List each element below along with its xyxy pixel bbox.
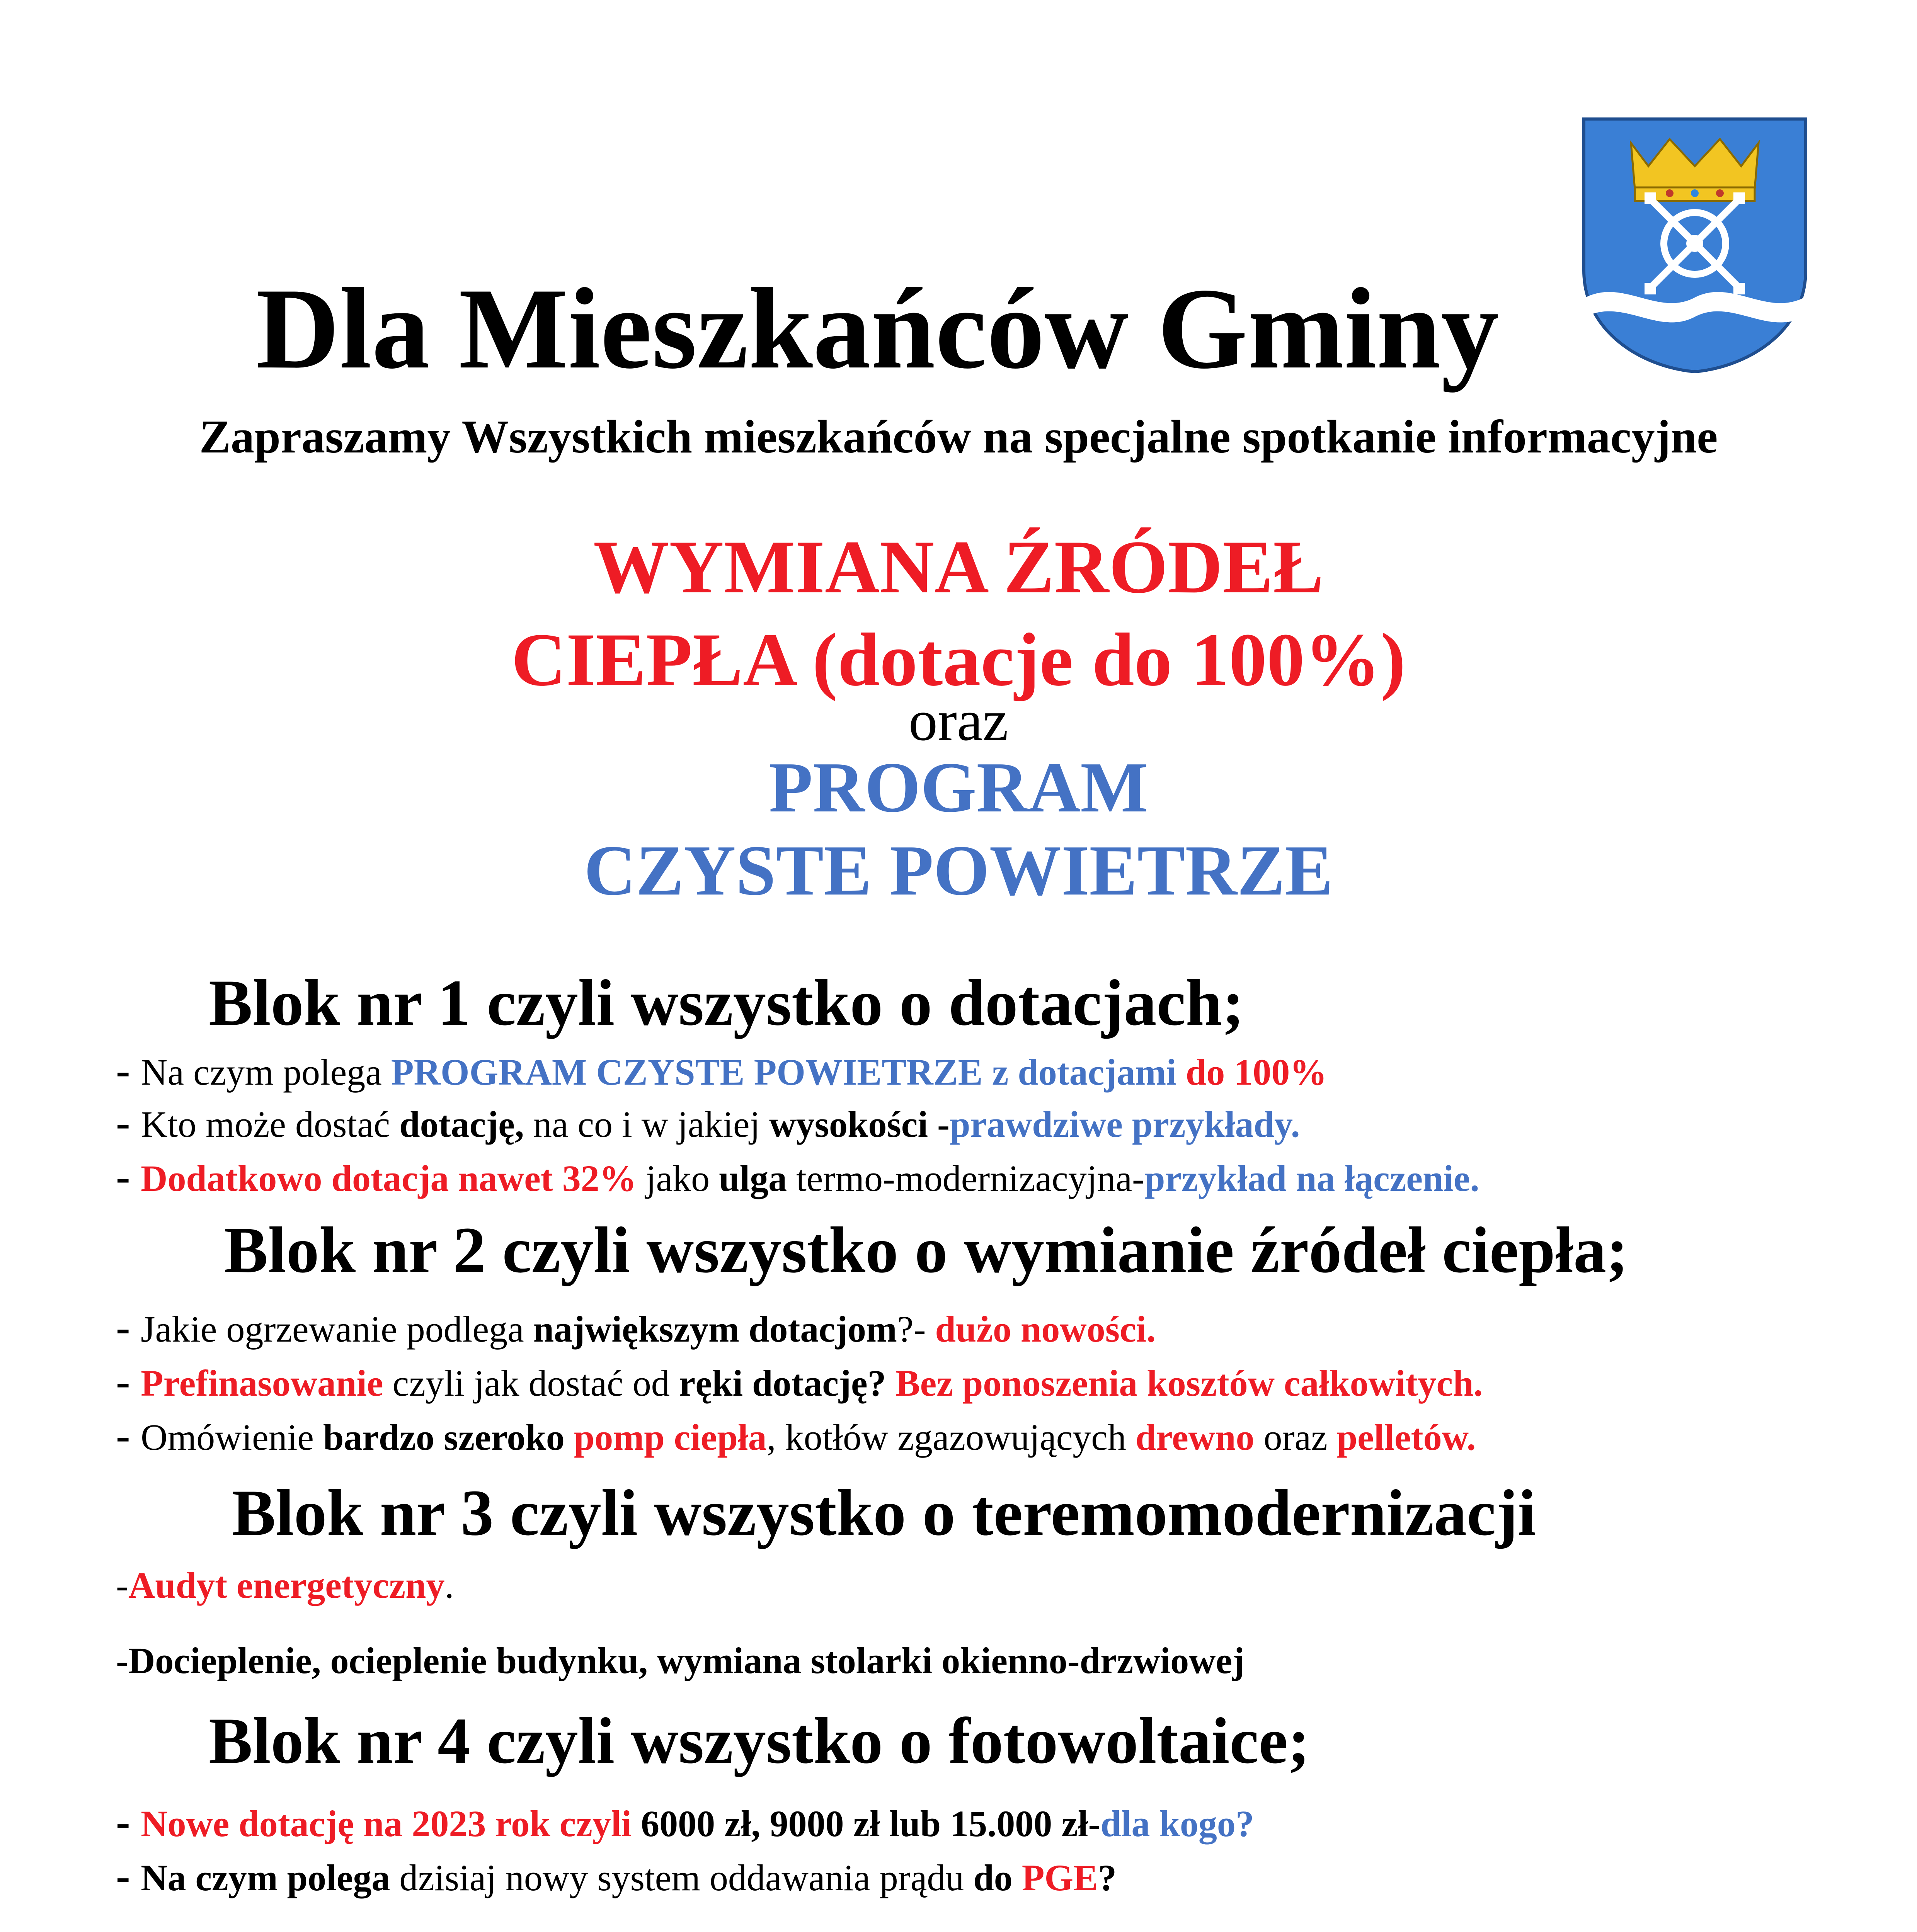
block-1-item-3: - Dodatkowo dotacja nawet 32% jako ulga termo-modernizacyjna-przykład na łączenie. [116, 1153, 1479, 1200]
headline-line-1: WYMIANA ŹRÓDEŁ [593, 525, 1324, 609]
headline-connector: oraz [908, 689, 1009, 753]
headline-line-2: CIEPŁA (dotacje do 100%) [511, 618, 1406, 702]
block-3-item-2: -Docieplenie, ocieplenie budynku, wymiana stolarki okienno-drzwiowej [116, 1640, 1245, 1681]
headline-line-3: PROGRAM [769, 748, 1148, 827]
block-1-title: Blok nr 1 czyli wszystko o dotacjach; [209, 966, 1244, 1039]
block-4-item-1: - Nowe dotację na 2023 rok czyli 6000 zł, 9000 zł lub 15.000 zł-dla kogo? [116, 1798, 1254, 1845]
page-subtitle: Zapraszamy Wszystkich mieszkańców na specjalne spotkanie informacyjne [199, 411, 1718, 463]
block-1-item-1: - Na czym polega PROGRAM CZYSTE POWIETRZE z dotacjami do 100% [116, 1047, 1327, 1094]
headline-line-4: CZYSTE POWIETRZE [584, 831, 1333, 910]
block-4-title: Blok nr 4 czyli wszystko o fotowoltaice; [209, 1704, 1310, 1777]
block-2-title: Blok nr 2 czyli wszystko o wymianie źródeł ciepła; [224, 1214, 1628, 1286]
block-3-title: Blok nr 3 czyli wszystko o teremomodernizacji [232, 1476, 1536, 1549]
page-title: Dla Mieszkańców Gminy [255, 264, 1499, 393]
block-2-item-1: - Jakie ogrzewanie podlega największym dotacjom?- dużo nowości. [116, 1304, 1156, 1351]
block-2-item-2: - Prefinasowanie czyli jak dostać od ręki dotację? Bez ponoszenia kosztów całkowitych. [116, 1358, 1483, 1405]
block-2-item-3: - Omówienie bardzo szeroko pomp ciepła, kotłów zgazowujących drewno oraz pelletów. [116, 1412, 1476, 1459]
block-4-item-2: - Na czym polega dzisiaj nowy system oddawania prądu do PGE? [116, 1852, 1117, 1900]
block-1-item-2: - Kto może dostać dotację, na co i w jakiej wysokości -prawdziwe przykłady. [116, 1099, 1300, 1146]
block-3-item-1: -Audyt energetyczny. [116, 1565, 454, 1606]
